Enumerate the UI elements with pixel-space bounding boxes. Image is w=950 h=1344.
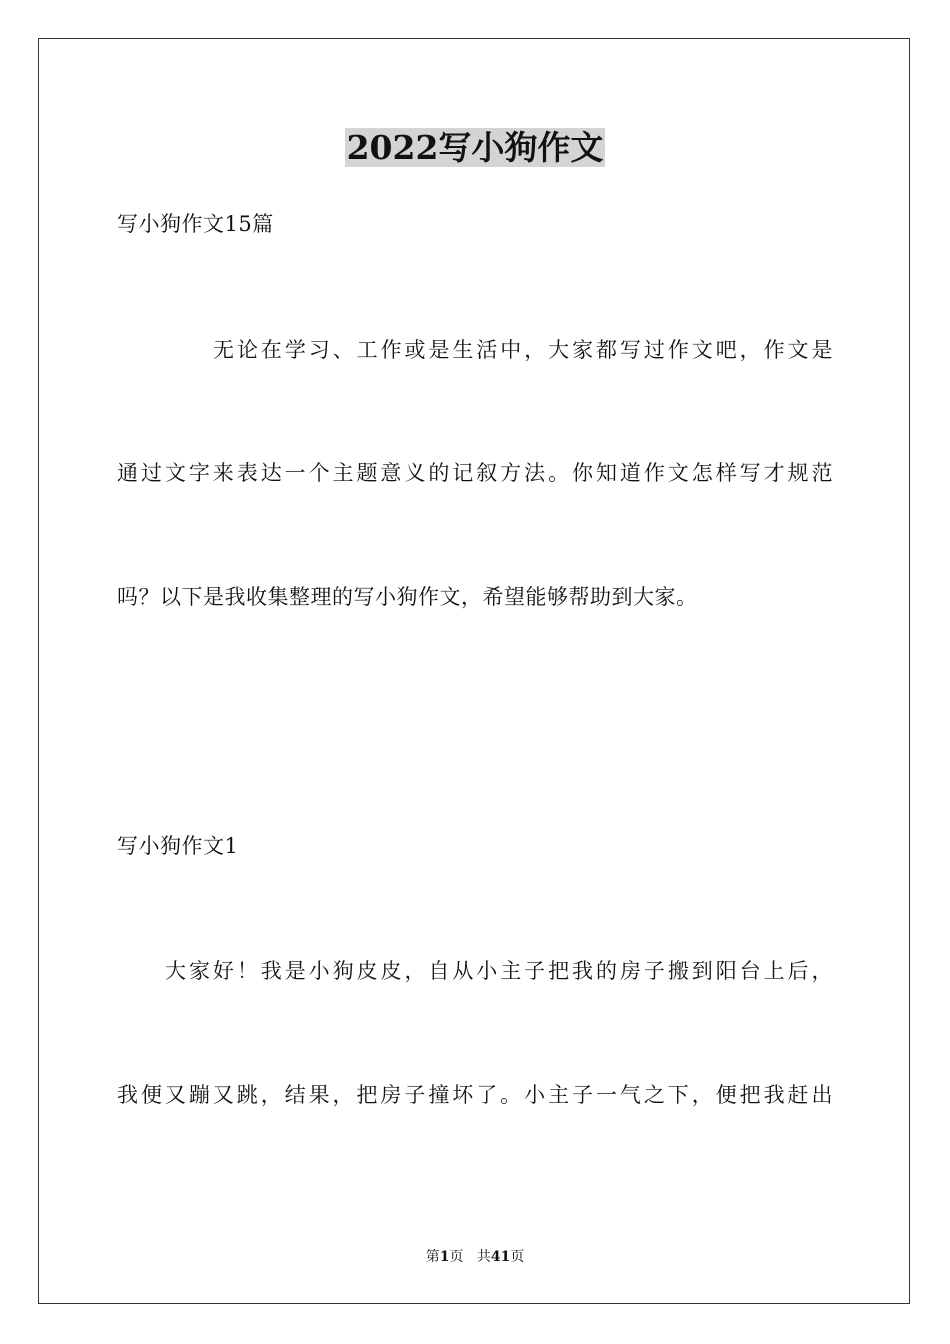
footer-page-suffix: 页: [449, 1249, 464, 1265]
intro-line-1: 无论在学习、工作或是生活中，大家都写过作文吧，作文是: [213, 338, 833, 362]
document-title-text: 2022写小狗作文: [346, 128, 604, 167]
document-title: [0, 126, 950, 170]
section-heading: 写小狗作文1: [117, 834, 239, 858]
footer-total-prefix: 共: [476, 1249, 491, 1265]
section-line-1: 大家好！我是小狗皮皮，自从小主子把我的房子搬到阳台上后，: [165, 959, 833, 983]
intro-line-3: 吗？以下是我收集整理的写小狗作文，希望能够帮助到大家。: [117, 585, 698, 609]
document-subtitle: 写小狗作文15篇: [117, 212, 274, 236]
footer-page-number: 1: [439, 1249, 450, 1265]
footer-prefix: 第: [425, 1249, 440, 1265]
footer-total-pages: 41: [490, 1249, 511, 1265]
page-footer: [0, 1247, 950, 1267]
intro-line-2: 通过文字来表达一个主题意义的记叙方法。你知道作文怎样写才规范: [117, 461, 833, 485]
footer-total-suffix: 页: [510, 1249, 525, 1265]
section-line-2: 我便又蹦又跳，结果，把房子撞坏了。小主子一气之下，便把我赶出: [117, 1083, 833, 1107]
